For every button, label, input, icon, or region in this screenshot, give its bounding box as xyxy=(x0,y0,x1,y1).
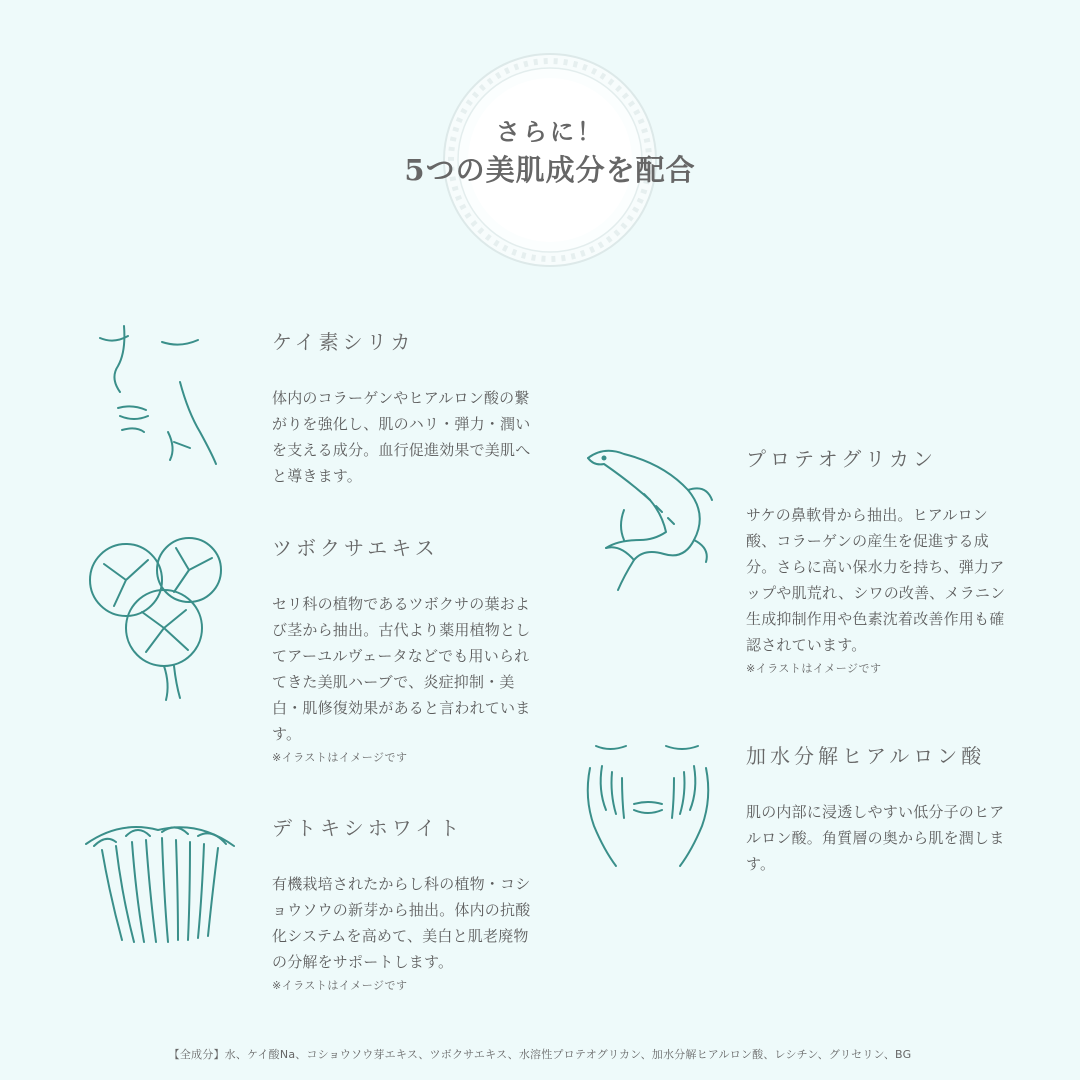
ingredient-hyaluronic xyxy=(746,740,1008,877)
ingredient-silica xyxy=(272,326,534,489)
ingredient-description: 体内のコラーゲンやヒアルロン酸の繋がりを強化し、肌のハリ・弾力・潤いを支える成分。血行促進効果で美肌へと導きます。 xyxy=(272,389,531,485)
header-emblem xyxy=(404,50,696,270)
face-hands-icon xyxy=(582,738,714,870)
illustration-note: ※イラストはイメージです xyxy=(746,662,882,675)
ingredient-proteoglycan xyxy=(746,443,1008,676)
face-touch-icon xyxy=(92,322,232,472)
ingredient-description: セリ科の植物であるツボクサの葉および茎から抽出。古代より薬用植物としてアーユルヴェータなどでも用いられてきた美肌ハーブで、炎症抑制・美白・肌修復効果があると言われています。 xyxy=(272,595,531,743)
cress-sprouts-icon xyxy=(80,816,240,946)
ingredient-name: ケイ素シリカ xyxy=(272,330,415,354)
illustration-note: ※イラストはイメージです xyxy=(272,979,408,992)
ingredient-description: 肌の内部に浸透しやすい低分子のヒアルロン酸。角質層の奥から肌を潤します。 xyxy=(746,803,1005,873)
ingredient-name: ツボクサエキス xyxy=(272,536,439,560)
ingredient-centella xyxy=(272,532,534,765)
salmon-icon xyxy=(584,444,714,594)
header-title-line1: さらに！ xyxy=(496,117,604,146)
illustration-note: ※イラストはイメージです xyxy=(272,751,408,764)
ingredient-name: プロテオグリカン xyxy=(746,447,937,471)
ingredient-detoxwhite xyxy=(272,812,534,993)
full-ingredients-list: 【全成分】水、ケイ酸Na、コショウソウ芽エキス、ツボクサエキス、水溶性プロテオグリカン、加水分解ヒアルロン酸、レシチン、グリセリン、BG xyxy=(168,1048,912,1061)
ingredient-description: 有機栽培されたからし科の植物・コショウソウの新芽から抽出。体内の抗酸化システムを高めて、美白と肌老廃物の分解をサポートします。 xyxy=(272,875,531,971)
ingredient-name: 加水分解ヒアルロン酸 xyxy=(746,744,986,768)
ingredient-description: サケの鼻軟骨から抽出。ヒアルロン酸、コラーゲンの産生を促進する成分。さらに高い保水力を持ち、弾力アップや肌荒れ、シワの改善、メラニン生成抑制作用や色素沈着改善作用も確認されています。 xyxy=(746,506,1006,654)
ingredient-name: デトキシホワイト xyxy=(272,816,464,840)
header-title-line2: 5つの美肌成分を配合 xyxy=(404,153,696,187)
centella-leaf-icon xyxy=(84,534,234,704)
